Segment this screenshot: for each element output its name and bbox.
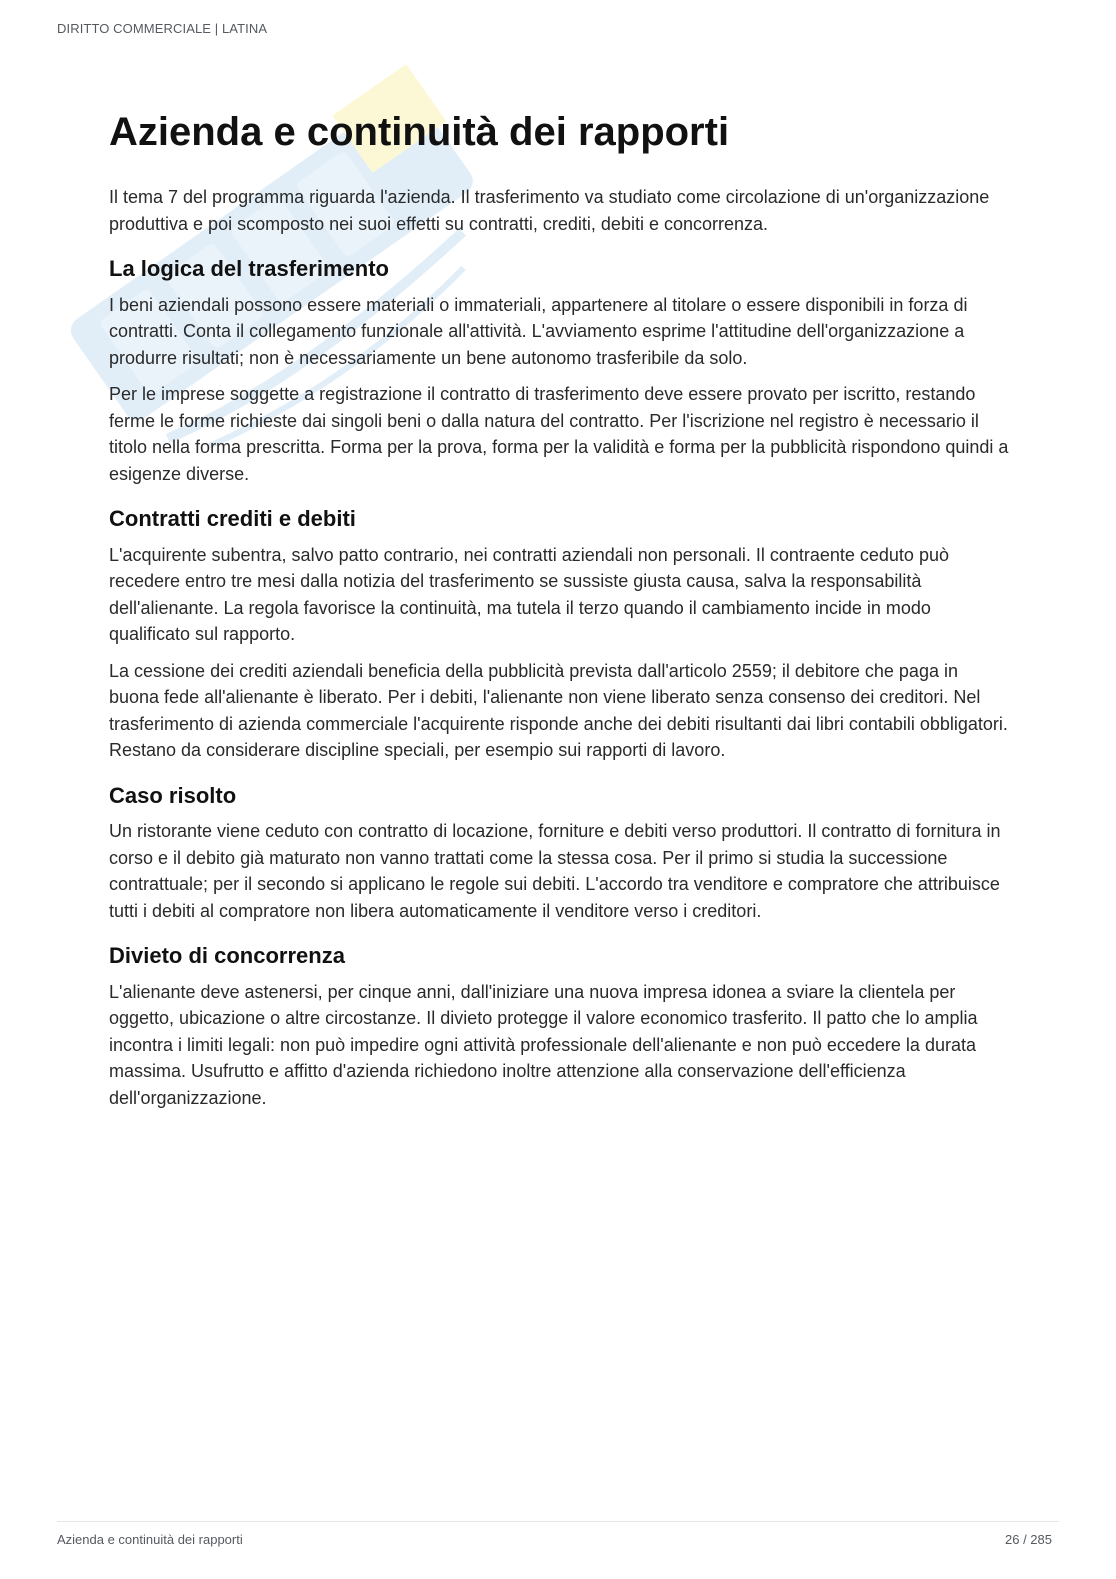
intro-paragraph: Il tema 7 del programma riguarda l'azienda. Il trasferimento va studiato come circolazione di un'organizzazione produttiva e poi scomposto nei suoi effetti su contratti, crediti, debiti e concorrenza.	[109, 187, 990, 234]
section-paragraph: I beni aziendali possono essere materiali o immateriali, appartenere al titolare o essere disponibili in forza di contratti. Conta il collegamento funzionale all'attività. L'avviamento esprime l'attitudine dell'organizzazione a produrre risultati; non è necessariamente un bene autonomo trasferibile da solo.	[109, 294, 968, 368]
section-paragraph: La cessione dei crediti aziendali beneficia della pubblicità prevista dall'articolo 2559; il debitore che paga in buona fede all'alienante è liberato. Per i debiti, l'alienante non viene liberato senza consenso dei creditori. Nel trasferimento di azienda commerciale l'acquirente risponde anche dei debiti risultanti dai libri contabili obbligatori. Restano da considerare discipline speciali, per esempio sui rapporti di lavoro.	[109, 660, 1008, 761]
section-paragraph: Per le imprese soggette a registrazione il contratto di trasferimento deve essere provato per iscritto, restando ferme le forme richieste dai singoli beni o dalla natura del contratto. Per l'iscrizione nel registro è necessario il titolo nella forma prescritta. Forma per la prova, forma per la validità e forma per la pubblicità rispondono quindi a esigenze diverse.	[109, 384, 1009, 484]
section-heading: La logica del trasferimento	[109, 256, 389, 281]
section-heading: Caso risolto	[109, 782, 237, 808]
section-paragraph: L'acquirente subentra, salvo patto contrario, nei contratti aziendali non personali. Il contraente ceduto può recedere entro tre mesi dalla notizia del trasferimento se sussiste giusta causa, salva la responsabilità dell'alienante. La regola favorisce la continuità, ma tutela il terzo quando il cambiamento incide in modo qualificato sul rapporto.	[109, 544, 949, 645]
running-header: DIRITTO COMMERCIALE | LATINA	[57, 21, 268, 36]
section-heading: Divieto di concorrenza	[109, 943, 345, 969]
section-paragraph: L'alienante deve astenersi, per cinque anni, dall'iniziare una nuova impresa idonea a sviare la clientela per oggetto, ubicazione o altre circostanze. Il divieto protegge il valore economico trasferito. Il patto che lo amplia incontra i limiti legali: non può impedire ogni attività professionale dell'alienante e non può eccedere la durata massima. Usufrutto e affitto d'azienda richiedono inoltre attenzione alla conservazione dell'efficienza dell'organizzazione.	[109, 981, 978, 1108]
footer-divider	[57, 1521, 1059, 1522]
section-paragraph: Un ristorante viene ceduto con contratto di locazione, forniture e debiti verso produttori. Il contratto di fornitura in corso e il debito già maturato non vanno trattati come la stessa cosa. Per il primo si studia la successione contrattuale; per il secondo si applicano le regole sui debiti. L'accordo tra venditore e compratore che attribuisce tutti i debiti al compratore non libera automaticamente il venditore verso i creditori.	[109, 821, 1001, 921]
section-heading: Contratti crediti e debiti	[109, 506, 356, 532]
page-number: 26 / 285	[1005, 1532, 1052, 1547]
footer-title: Azienda e continuità dei rapporti	[57, 1532, 243, 1547]
document-body	[109, 108, 1009, 1121]
page-title: Azienda e continuità dei rapporti	[109, 110, 730, 154]
